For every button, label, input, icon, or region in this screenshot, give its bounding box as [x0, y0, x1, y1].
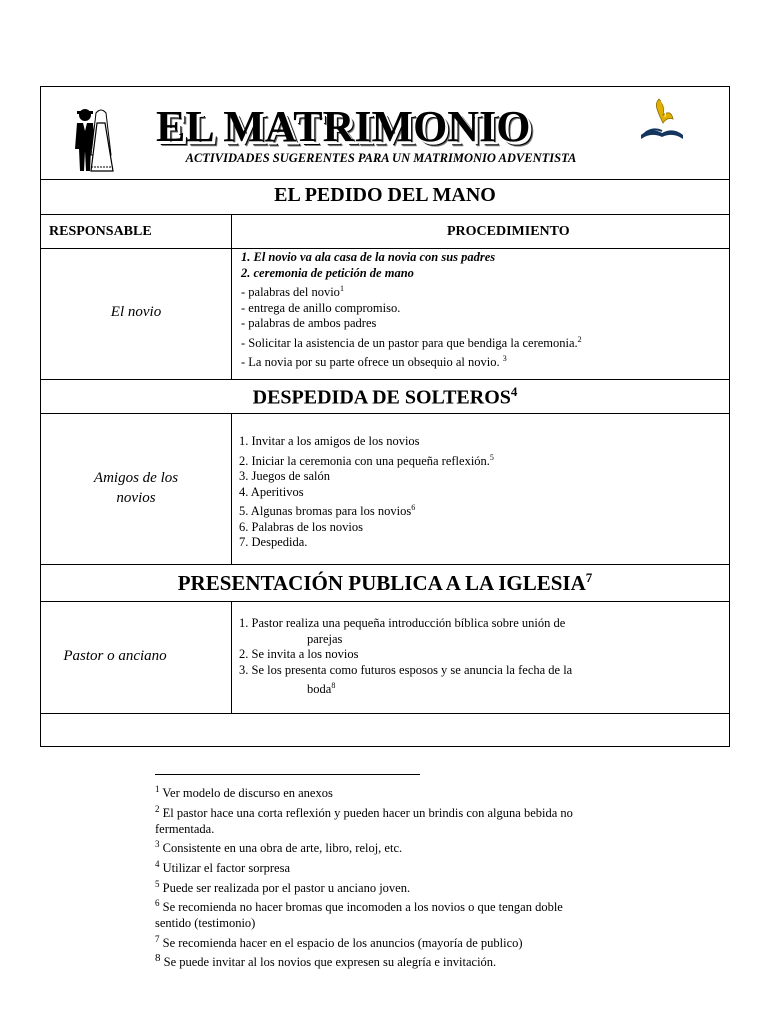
list-item: 2. Se invita a los novios: [239, 647, 359, 661]
footnote: $^4$ Utilizar el factor sorpresa: [155, 858, 290, 875]
section-title: DESPEDIDA DE SOLTEROS$^4$: [252, 384, 518, 409]
list-item: 1. Pastor realiza una pequeña introducción bíblica sobre unión de: [239, 616, 566, 630]
list-item: 1. Invitar a los amigos de los novios: [239, 434, 420, 448]
footnote: $^8$ Se puede invitar al los novios que expresen su alegría e invitación.: [155, 952, 497, 970]
responsable-cell: Amigos de los novios: [93, 470, 179, 506]
section-title: PRESENTACIÓN PUBLICA A LA IGLESIA$^7$: [177, 570, 593, 595]
section-title-row: [41, 380, 729, 414]
list-item: 7. Despedida.: [239, 535, 308, 550]
footnote: $^1$ Ver modelo de discurso en anexos: [155, 784, 333, 801]
section-body-row: [41, 249, 729, 380]
list-item: 1. El novio va ala casa de la novia con sus padres: [241, 250, 496, 264]
column-divider: [231, 602, 232, 714]
column-header-row: [41, 215, 729, 249]
list-item: parejas: [307, 631, 343, 646]
column-divider: [231, 249, 232, 380]
section-body-row: [41, 414, 729, 565]
list-item: - La novia por su parte ofrece un obsequio al novio. $^3$: [241, 354, 507, 370]
list-item: 3. Se los presenta como futuros esposos y se anuncia la fecha de la: [239, 662, 573, 677]
footnote: $^6$ Se recomienda no hacer bromas que incomoden a los novios o que tengan doble sentido (testimonio): [155, 898, 563, 931]
footnote: $^7$ Se recomienda hacer en el espacio de los anuncios (mayoría de publico): [155, 933, 523, 950]
page-subtitle: ACTIVIDADES SUGERENTES PARA UN MATRIMONIO ADVENTISTA: [185, 151, 577, 165]
list-item: - palabras del novio$^1$: [241, 284, 344, 300]
list-item: 5. Algunas bromas para los novios$^6$: [239, 503, 416, 519]
section-title-row: [41, 565, 729, 602]
procedure-list: [239, 434, 494, 551]
responsable-cell: El novio: [110, 304, 162, 320]
list-item: - entrega de anillo compromiso.: [241, 300, 401, 315]
list-item: 4. Aperitivos: [239, 484, 304, 499]
list-item: 2. Iniciar la ceremonia con una pequeña reflexión.$^5$: [239, 452, 494, 468]
column-header-responsable: RESPONSABLE: [49, 224, 152, 239]
section-body-row: [41, 602, 729, 714]
list-item: 6. Palabras de los novios: [239, 519, 363, 534]
footnotes: [155, 782, 615, 971]
wedding-couple-icon: [71, 105, 133, 175]
page-title: EL MATRIMONIO: [156, 102, 531, 151]
list-item: 3. Juegos de salón: [239, 469, 330, 484]
column-divider: [231, 215, 232, 249]
header-row: [41, 87, 729, 180]
list-item: - Solicitar la asistencia de un pastor para que bendiga la ceremonia.$^2$: [241, 334, 582, 350]
list-item: 2. ceremonia de petición de mano: [241, 265, 414, 280]
footnote: $^3$ Consistente en una obra de arte, libro, reloj, etc.: [155, 839, 403, 856]
adventist-logo-icon: [637, 95, 687, 145]
column-divider: [231, 414, 232, 565]
procedure-list: [241, 250, 582, 371]
responsable-cell: Pastor o anciano: [63, 648, 167, 664]
column-header-procedimiento: PROCEDIMIENTO: [447, 224, 570, 239]
footnote-separator: [155, 774, 420, 775]
list-item: boda$^8$: [307, 681, 336, 697]
section-title: EL PEDIDO DEL MANO: [274, 184, 496, 206]
list-item: - palabras de ambos padres: [241, 316, 377, 331]
procedure-list: [239, 616, 572, 698]
footnote: $^2$ El pastor hace una corta reflexión y pueden hacer un brindis con alguna bebida no fermentada.: [155, 803, 573, 836]
section-title-row: [41, 180, 729, 215]
document-frame: [40, 86, 730, 747]
footnote: $^5$ Puede ser realizada por el pastor u anciano joven.: [155, 878, 411, 895]
